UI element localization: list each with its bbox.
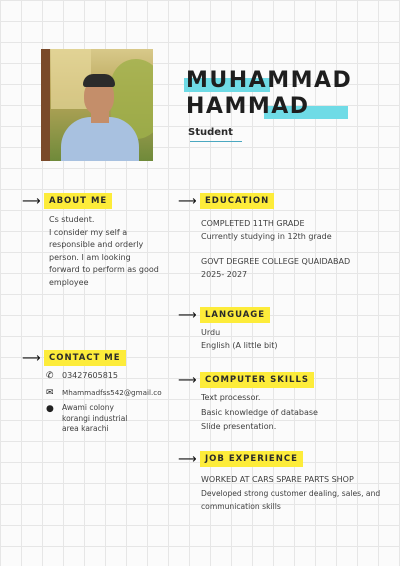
experience-desc: Developed strong customer dealing, sales, and communication skills: [201, 489, 381, 511]
about-text: Cs student. I consider my self a responsible and orderly person. I am looking forward to perform as good employee: [49, 215, 159, 287]
about-heading: [22, 193, 112, 209]
arrow-right-icon: ⟶: [178, 451, 197, 467]
education-heading-label: EDUCATION: [200, 193, 274, 209]
arrow-right-icon: ⟶: [22, 350, 41, 366]
education-heading: [178, 193, 274, 209]
language-item: English (A little bit): [201, 340, 278, 350]
arrow-right-icon: ⟶: [178, 372, 197, 388]
contact-phone[interactable]: 03427605815: [62, 371, 118, 380]
profile-role: Student: [188, 127, 233, 138]
experience-title: WORKED AT CARS SPARE PARTS SHOP: [201, 475, 354, 484]
profile-photo: [41, 49, 153, 161]
role-underline: [190, 141, 242, 142]
skills-heading: [178, 372, 314, 388]
phone-icon: ✆: [46, 371, 54, 381]
education-block: [201, 218, 391, 281]
contact-heading: [22, 350, 126, 366]
contact-email-row: [46, 387, 162, 400]
language-heading-label: LANGUAGE: [200, 307, 270, 323]
education-line: GOVT DEGREE COLLEGE QUAIDABAD: [201, 257, 351, 266]
language-item: Urdu: [201, 328, 221, 337]
contact-email[interactable]: Mhammadfss542@gmail.co: [62, 388, 162, 397]
address-line: korangi industrial: [62, 413, 128, 423]
skill-item: Basic knowledge of database: [201, 407, 318, 417]
language-list: [201, 327, 391, 352]
arrow-right-icon: ⟶: [178, 307, 197, 323]
experience-heading-label: JOB EXPERIENCE: [200, 451, 303, 467]
first-name: MUHAMMAD: [186, 68, 353, 93]
about-heading-label: ABOUT ME: [44, 193, 112, 209]
email-icon: ✉: [46, 388, 54, 398]
contact-heading-label: CONTACT ME: [44, 350, 126, 366]
education-line: Currently studying in 12th grade: [201, 231, 332, 241]
skill-item: Text processor.: [201, 393, 261, 402]
education-line: 2025- 2027: [201, 269, 248, 279]
arrow-right-icon: ⟶: [178, 193, 197, 209]
profile-name: [186, 68, 352, 120]
contact-address: [62, 403, 127, 435]
arrow-right-icon: ⟶: [22, 193, 41, 209]
address-line: area karachi: [62, 424, 109, 433]
skill-item: Slide presentation.: [201, 422, 277, 431]
address-line: Awami colony: [62, 403, 114, 412]
contact-address-row: [46, 403, 127, 435]
education-line: COMPLETED 11TH GRADE: [201, 219, 305, 228]
skills-heading-label: COMPUTER SKILLS: [200, 372, 314, 388]
language-heading: [178, 307, 270, 323]
last-name: HAMMAD: [186, 94, 310, 119]
location-pin-icon: ●: [46, 404, 54, 414]
experience-heading: [178, 451, 303, 467]
contact-phone-row: [46, 370, 118, 383]
skills-list: [201, 391, 391, 435]
